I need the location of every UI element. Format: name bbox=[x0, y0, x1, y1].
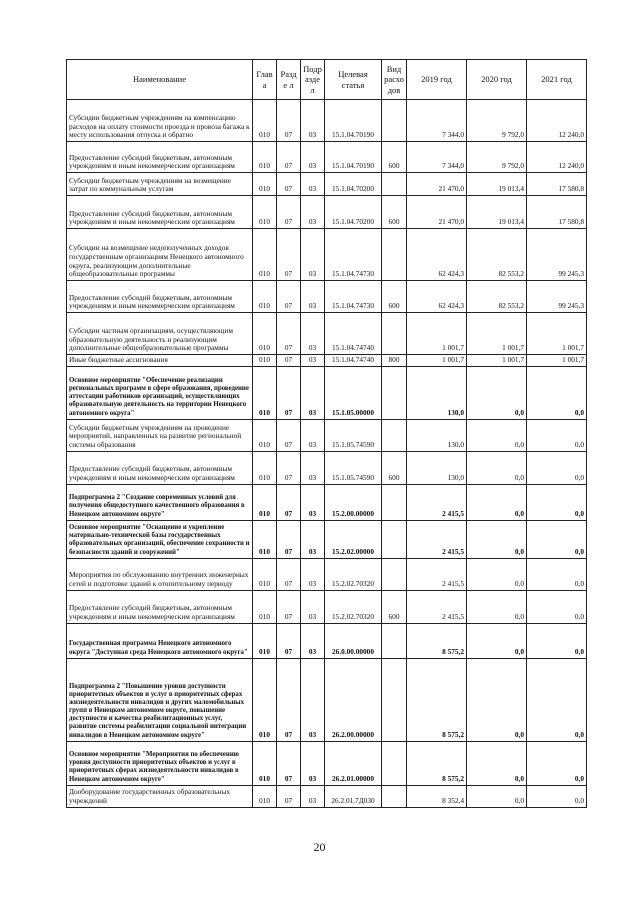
cell-vid: 600 bbox=[382, 590, 407, 623]
cell-glava: 010 bbox=[253, 313, 277, 355]
cell-2021: 0,0 bbox=[527, 623, 587, 658]
cell-name: Мероприятия по обслуживанию внутренних инженерных сетей и подготовке зданий к отопительному периоду bbox=[67, 558, 253, 590]
cell-2021: 1 001,7 bbox=[527, 355, 587, 367]
cell-vid bbox=[382, 520, 407, 558]
cell-2020: 1 001,7 bbox=[467, 313, 527, 355]
cell-podrazdel: 03 bbox=[301, 196, 325, 229]
cell-statya: 15.1.05.74590 bbox=[325, 451, 382, 484]
cell-2020: 0,0 bbox=[467, 623, 527, 658]
cell-2020: 19 013,4 bbox=[467, 173, 527, 196]
cell-glava: 010 bbox=[253, 623, 277, 658]
header-2020: 2020 год bbox=[467, 60, 527, 100]
cell-name: Основное мероприятие "Обеспечение реализации региональных программ в сфере образования, проведение аттестации работников организаций, осуществляющих образовательную деятельность на территории Ненецкого автономного округа" bbox=[67, 366, 253, 419]
cell-name: Предоставление субсидий бюджетным, автономным учреждениям и иным некоммерческим организациям bbox=[67, 196, 253, 229]
cell-glava: 010 bbox=[253, 229, 277, 281]
cell-podrazdel: 03 bbox=[301, 313, 325, 355]
cell-2020: 0,0 bbox=[467, 366, 527, 419]
cell-2019: 7 344,0 bbox=[407, 142, 467, 173]
cell-2019: 21 470,0 bbox=[407, 196, 467, 229]
cell-2021: 0,0 bbox=[527, 590, 587, 623]
cell-2019: 2 415,5 bbox=[407, 484, 467, 520]
table-row bbox=[67, 100, 587, 142]
cell-glava: 010 bbox=[253, 558, 277, 590]
cell-name: Основное мероприятие "Мероприятия по обеспечению уровня доступности приоритетных объектов и услуг в приоритетных сферах жизнедеятельности инвалидов в Ненецком автономном округе" bbox=[67, 741, 253, 785]
cell-glava: 010 bbox=[253, 196, 277, 229]
cell-vid bbox=[382, 558, 407, 590]
cell-razdel: 07 bbox=[277, 419, 301, 451]
header-2021: 2021 год bbox=[527, 60, 587, 100]
cell-2021: 0,0 bbox=[527, 658, 587, 741]
cell-statya: 15.1.04.70190 bbox=[325, 100, 382, 142]
table-header-row bbox=[67, 60, 587, 100]
cell-podrazdel: 03 bbox=[301, 520, 325, 558]
cell-glava: 010 bbox=[253, 366, 277, 419]
cell-vid: 800 bbox=[382, 355, 407, 367]
cell-2021: 0,0 bbox=[527, 484, 587, 520]
cell-2021: 17 580,8 bbox=[527, 173, 587, 196]
table-row bbox=[67, 173, 587, 196]
cell-vid bbox=[382, 419, 407, 451]
cell-statya: 15.1.04.70200 bbox=[325, 196, 382, 229]
cell-name: Предоставление субсидий бюджетным, автономным учреждениям и иным некоммерческим организациям bbox=[67, 590, 253, 623]
cell-vid bbox=[382, 229, 407, 281]
cell-2019: 130,0 bbox=[407, 419, 467, 451]
cell-2019: 130,0 bbox=[407, 451, 467, 484]
cell-2019: 7 344,0 bbox=[407, 100, 467, 142]
cell-razdel: 07 bbox=[277, 281, 301, 313]
cell-vid bbox=[382, 313, 407, 355]
cell-2020: 9 792,0 bbox=[467, 100, 527, 142]
cell-2020: 0,0 bbox=[467, 558, 527, 590]
header-vid: Вид расхо дов bbox=[382, 60, 407, 100]
cell-podrazdel: 03 bbox=[301, 558, 325, 590]
header-podrazdel: Подр аздел bbox=[301, 60, 325, 100]
cell-2021: 0,0 bbox=[527, 741, 587, 785]
cell-2020: 82 553,2 bbox=[467, 281, 527, 313]
cell-2021: 0,0 bbox=[527, 451, 587, 484]
cell-2019: 1 001,7 bbox=[407, 355, 467, 367]
cell-statya: 26.0.00.00000 bbox=[325, 623, 382, 658]
cell-razdel: 07 bbox=[277, 741, 301, 785]
budget-table bbox=[66, 59, 587, 808]
cell-vid bbox=[382, 741, 407, 785]
cell-vid: 600 bbox=[382, 142, 407, 173]
cell-2019: 8 575,2 bbox=[407, 623, 467, 658]
cell-2020: 0,0 bbox=[467, 785, 527, 807]
cell-podrazdel: 03 bbox=[301, 100, 325, 142]
cell-2021: 0,0 bbox=[527, 419, 587, 451]
cell-razdel: 07 bbox=[277, 558, 301, 590]
cell-glava: 010 bbox=[253, 590, 277, 623]
cell-vid bbox=[382, 366, 407, 419]
cell-name: Предоставление субсидий бюджетным, автономным учреждениям и иным некоммерческим организациям bbox=[67, 142, 253, 173]
cell-2019: 2 415,5 bbox=[407, 558, 467, 590]
table-row bbox=[67, 451, 587, 484]
cell-razdel: 07 bbox=[277, 785, 301, 807]
cell-statya: 15.1.05.74590 bbox=[325, 419, 382, 451]
cell-name: Субсидии бюджетным учреждениям на компенсацию расходов на оплату стоимости проезда и провоза багажа к месту использования отпуска и обратно bbox=[67, 100, 253, 142]
cell-statya: 15.1.04.74740 bbox=[325, 313, 382, 355]
cell-podrazdel: 03 bbox=[301, 451, 325, 484]
cell-2020: 0,0 bbox=[467, 658, 527, 741]
cell-razdel: 07 bbox=[277, 590, 301, 623]
cell-statya: 15.2.00.00000 bbox=[325, 484, 382, 520]
cell-2021: 12 240,0 bbox=[527, 100, 587, 142]
cell-podrazdel: 03 bbox=[301, 590, 325, 623]
cell-name: Субсидии частным организациям, осуществляющим образовательную деятельность и реализующим дополнительные общеобразовательные программы bbox=[67, 313, 253, 355]
cell-glava: 010 bbox=[253, 281, 277, 313]
cell-2020: 0,0 bbox=[467, 484, 527, 520]
cell-statya: 15.1.04.70200 bbox=[325, 173, 382, 196]
cell-2019: 62 424,3 bbox=[407, 281, 467, 313]
cell-statya: 26.2.01.7Д030 bbox=[325, 785, 382, 807]
cell-podrazdel: 03 bbox=[301, 419, 325, 451]
cell-name: Дооборудование государственных образовательных учреждений bbox=[67, 785, 253, 807]
cell-name: Субсидии на возмещение недополученных доходов государственным организациям Ненецкого автономного округа, реализующим дополнительные общеобразовательные программы bbox=[67, 229, 253, 281]
table-row bbox=[67, 658, 587, 741]
header-name: Наименование bbox=[67, 60, 253, 100]
cell-podrazdel: 03 bbox=[301, 281, 325, 313]
cell-razdel: 07 bbox=[277, 229, 301, 281]
cell-2019: 8 575,2 bbox=[407, 741, 467, 785]
cell-razdel: 07 bbox=[277, 451, 301, 484]
cell-vid: 600 bbox=[382, 451, 407, 484]
cell-2019: 2 415,5 bbox=[407, 520, 467, 558]
cell-2019: 8 352,4 bbox=[407, 785, 467, 807]
cell-podrazdel: 03 bbox=[301, 142, 325, 173]
cell-name: Подпрограмма 2 "Повышение уровня доступности приоритетных объектов и услуг в приоритетных сферах жизнедеятельности инвалидов и других маломобильных групп в Ненецком автономном округе, повышение доступности и качества реабилитационных услуг, развитие системы реабилитации социальной интеграции инвалидов в Ненецком автономном округе" bbox=[67, 658, 253, 741]
cell-name: Подпрограмма 2 "Создание современных условий для получения общедоступного качественного образования в Ненецком автономном округе" bbox=[67, 484, 253, 520]
cell-razdel: 07 bbox=[277, 520, 301, 558]
table-row bbox=[67, 313, 587, 355]
cell-name: Основное мероприятие "Оснащение и укрепление материально-технической базы государственных образовательных организаций, обеспечение сохранности и безопасности зданий и сооружений" bbox=[67, 520, 253, 558]
cell-name: Субсидии бюджетным учреждениям на проведение мероприятий, направленных на развитие региональной системы образования bbox=[67, 419, 253, 451]
header-razdel: Разде л bbox=[277, 60, 301, 100]
cell-2021: 12 240,0 bbox=[527, 142, 587, 173]
cell-podrazdel: 03 bbox=[301, 785, 325, 807]
cell-2020: 1 001,7 bbox=[467, 355, 527, 367]
cell-2020: 0,0 bbox=[467, 590, 527, 623]
cell-2019: 21 470,0 bbox=[407, 173, 467, 196]
cell-name: Государственная программа Ненецкого автономного округа "Доступная среда Ненецкого автономного округа" bbox=[67, 623, 253, 658]
cell-vid bbox=[382, 484, 407, 520]
cell-2019: 2 415,5 bbox=[407, 590, 467, 623]
table-row bbox=[67, 229, 587, 281]
table-row bbox=[67, 355, 587, 367]
cell-2021: 0,0 bbox=[527, 558, 587, 590]
cell-2020: 0,0 bbox=[467, 451, 527, 484]
cell-glava: 010 bbox=[253, 484, 277, 520]
cell-statya: 15.1.04.70190 bbox=[325, 142, 382, 173]
cell-2021: 0,0 bbox=[527, 366, 587, 419]
cell-2020: 0,0 bbox=[467, 520, 527, 558]
table-row bbox=[67, 196, 587, 229]
cell-glava: 010 bbox=[253, 173, 277, 196]
cell-statya: 26.2.00.00000 bbox=[325, 658, 382, 741]
table-row bbox=[67, 558, 587, 590]
cell-razdel: 07 bbox=[277, 313, 301, 355]
cell-vid: 600 bbox=[382, 196, 407, 229]
cell-name: Предоставление субсидий бюджетным, автономным учреждениям и иным некоммерческим организациям bbox=[67, 281, 253, 313]
cell-statya: 15.2.02.70320 bbox=[325, 558, 382, 590]
cell-2020: 0,0 bbox=[467, 741, 527, 785]
cell-statya: 15.1.04.74730 bbox=[325, 229, 382, 281]
cell-statya: 15.1.04.74740 bbox=[325, 355, 382, 367]
table-row bbox=[67, 366, 587, 419]
cell-razdel: 07 bbox=[277, 658, 301, 741]
cell-vid bbox=[382, 785, 407, 807]
cell-glava: 010 bbox=[253, 100, 277, 142]
cell-2019: 130,0 bbox=[407, 366, 467, 419]
table-row bbox=[67, 419, 587, 451]
cell-2021: 0,0 bbox=[527, 785, 587, 807]
cell-statya: 15.1.05.00000 bbox=[325, 366, 382, 419]
table-row bbox=[67, 142, 587, 173]
cell-2019: 1 001,7 bbox=[407, 313, 467, 355]
cell-glava: 010 bbox=[253, 658, 277, 741]
cell-razdel: 07 bbox=[277, 173, 301, 196]
cell-razdel: 07 bbox=[277, 100, 301, 142]
cell-vid: 600 bbox=[382, 281, 407, 313]
cell-vid bbox=[382, 100, 407, 142]
cell-glava: 010 bbox=[253, 142, 277, 173]
cell-glava: 010 bbox=[253, 419, 277, 451]
cell-podrazdel: 03 bbox=[301, 173, 325, 196]
table-row bbox=[67, 590, 587, 623]
cell-podrazdel: 03 bbox=[301, 623, 325, 658]
cell-2021: 1 001,7 bbox=[527, 313, 587, 355]
table-row bbox=[67, 623, 587, 658]
cell-razdel: 07 bbox=[277, 366, 301, 419]
cell-vid bbox=[382, 623, 407, 658]
cell-razdel: 07 bbox=[277, 484, 301, 520]
cell-2020: 82 553,2 bbox=[467, 229, 527, 281]
table-row bbox=[67, 484, 587, 520]
cell-name: Предоставление субсидий бюджетным, автономным учреждениям и иным некоммерческим организациям bbox=[67, 451, 253, 484]
cell-podrazdel: 03 bbox=[301, 741, 325, 785]
page-number: 20 bbox=[313, 840, 326, 854]
cell-glava: 010 bbox=[253, 520, 277, 558]
cell-podrazdel: 03 bbox=[301, 484, 325, 520]
header-2019: 2019 год bbox=[407, 60, 467, 100]
table-row bbox=[67, 281, 587, 313]
cell-2020: 0,0 bbox=[467, 419, 527, 451]
cell-glava: 010 bbox=[253, 451, 277, 484]
cell-razdel: 07 bbox=[277, 196, 301, 229]
cell-2019: 62 424,3 bbox=[407, 229, 467, 281]
cell-glava: 010 bbox=[253, 785, 277, 807]
cell-statya: 26.2.01.00000 bbox=[325, 741, 382, 785]
cell-podrazdel: 03 bbox=[301, 366, 325, 419]
cell-statya: 15.1.04.74730 bbox=[325, 281, 382, 313]
header-glava: Глав а bbox=[253, 60, 277, 100]
cell-2020: 19 013,4 bbox=[467, 196, 527, 229]
cell-2020: 9 792,0 bbox=[467, 142, 527, 173]
cell-podrazdel: 03 bbox=[301, 658, 325, 741]
cell-2021: 17 580,8 bbox=[527, 196, 587, 229]
cell-statya: 15.2.02.70320 bbox=[325, 590, 382, 623]
cell-2021: 0,0 bbox=[527, 520, 587, 558]
cell-vid bbox=[382, 173, 407, 196]
cell-statya: 15.2.02.00000 bbox=[325, 520, 382, 558]
cell-2021: 99 245,3 bbox=[527, 229, 587, 281]
table-row bbox=[67, 741, 587, 785]
cell-glava: 010 bbox=[253, 741, 277, 785]
cell-glava: 010 bbox=[253, 355, 277, 367]
cell-razdel: 07 bbox=[277, 355, 301, 367]
table-row bbox=[67, 785, 587, 807]
table-body bbox=[67, 100, 587, 808]
cell-2021: 99 245,3 bbox=[527, 281, 587, 313]
cell-podrazdel: 03 bbox=[301, 355, 325, 367]
cell-name: Субсидии бюджетным учреждениям на возмещение затрат по коммунальным услугам bbox=[67, 173, 253, 196]
table-row bbox=[67, 520, 587, 558]
cell-podrazdel: 03 bbox=[301, 229, 325, 281]
cell-2019: 8 575,2 bbox=[407, 658, 467, 741]
header-statya: Целевая статья bbox=[325, 60, 382, 100]
cell-name: Иные бюджетные ассигнования bbox=[67, 355, 253, 367]
cell-vid bbox=[382, 658, 407, 741]
cell-razdel: 07 bbox=[277, 623, 301, 658]
cell-razdel: 07 bbox=[277, 142, 301, 173]
